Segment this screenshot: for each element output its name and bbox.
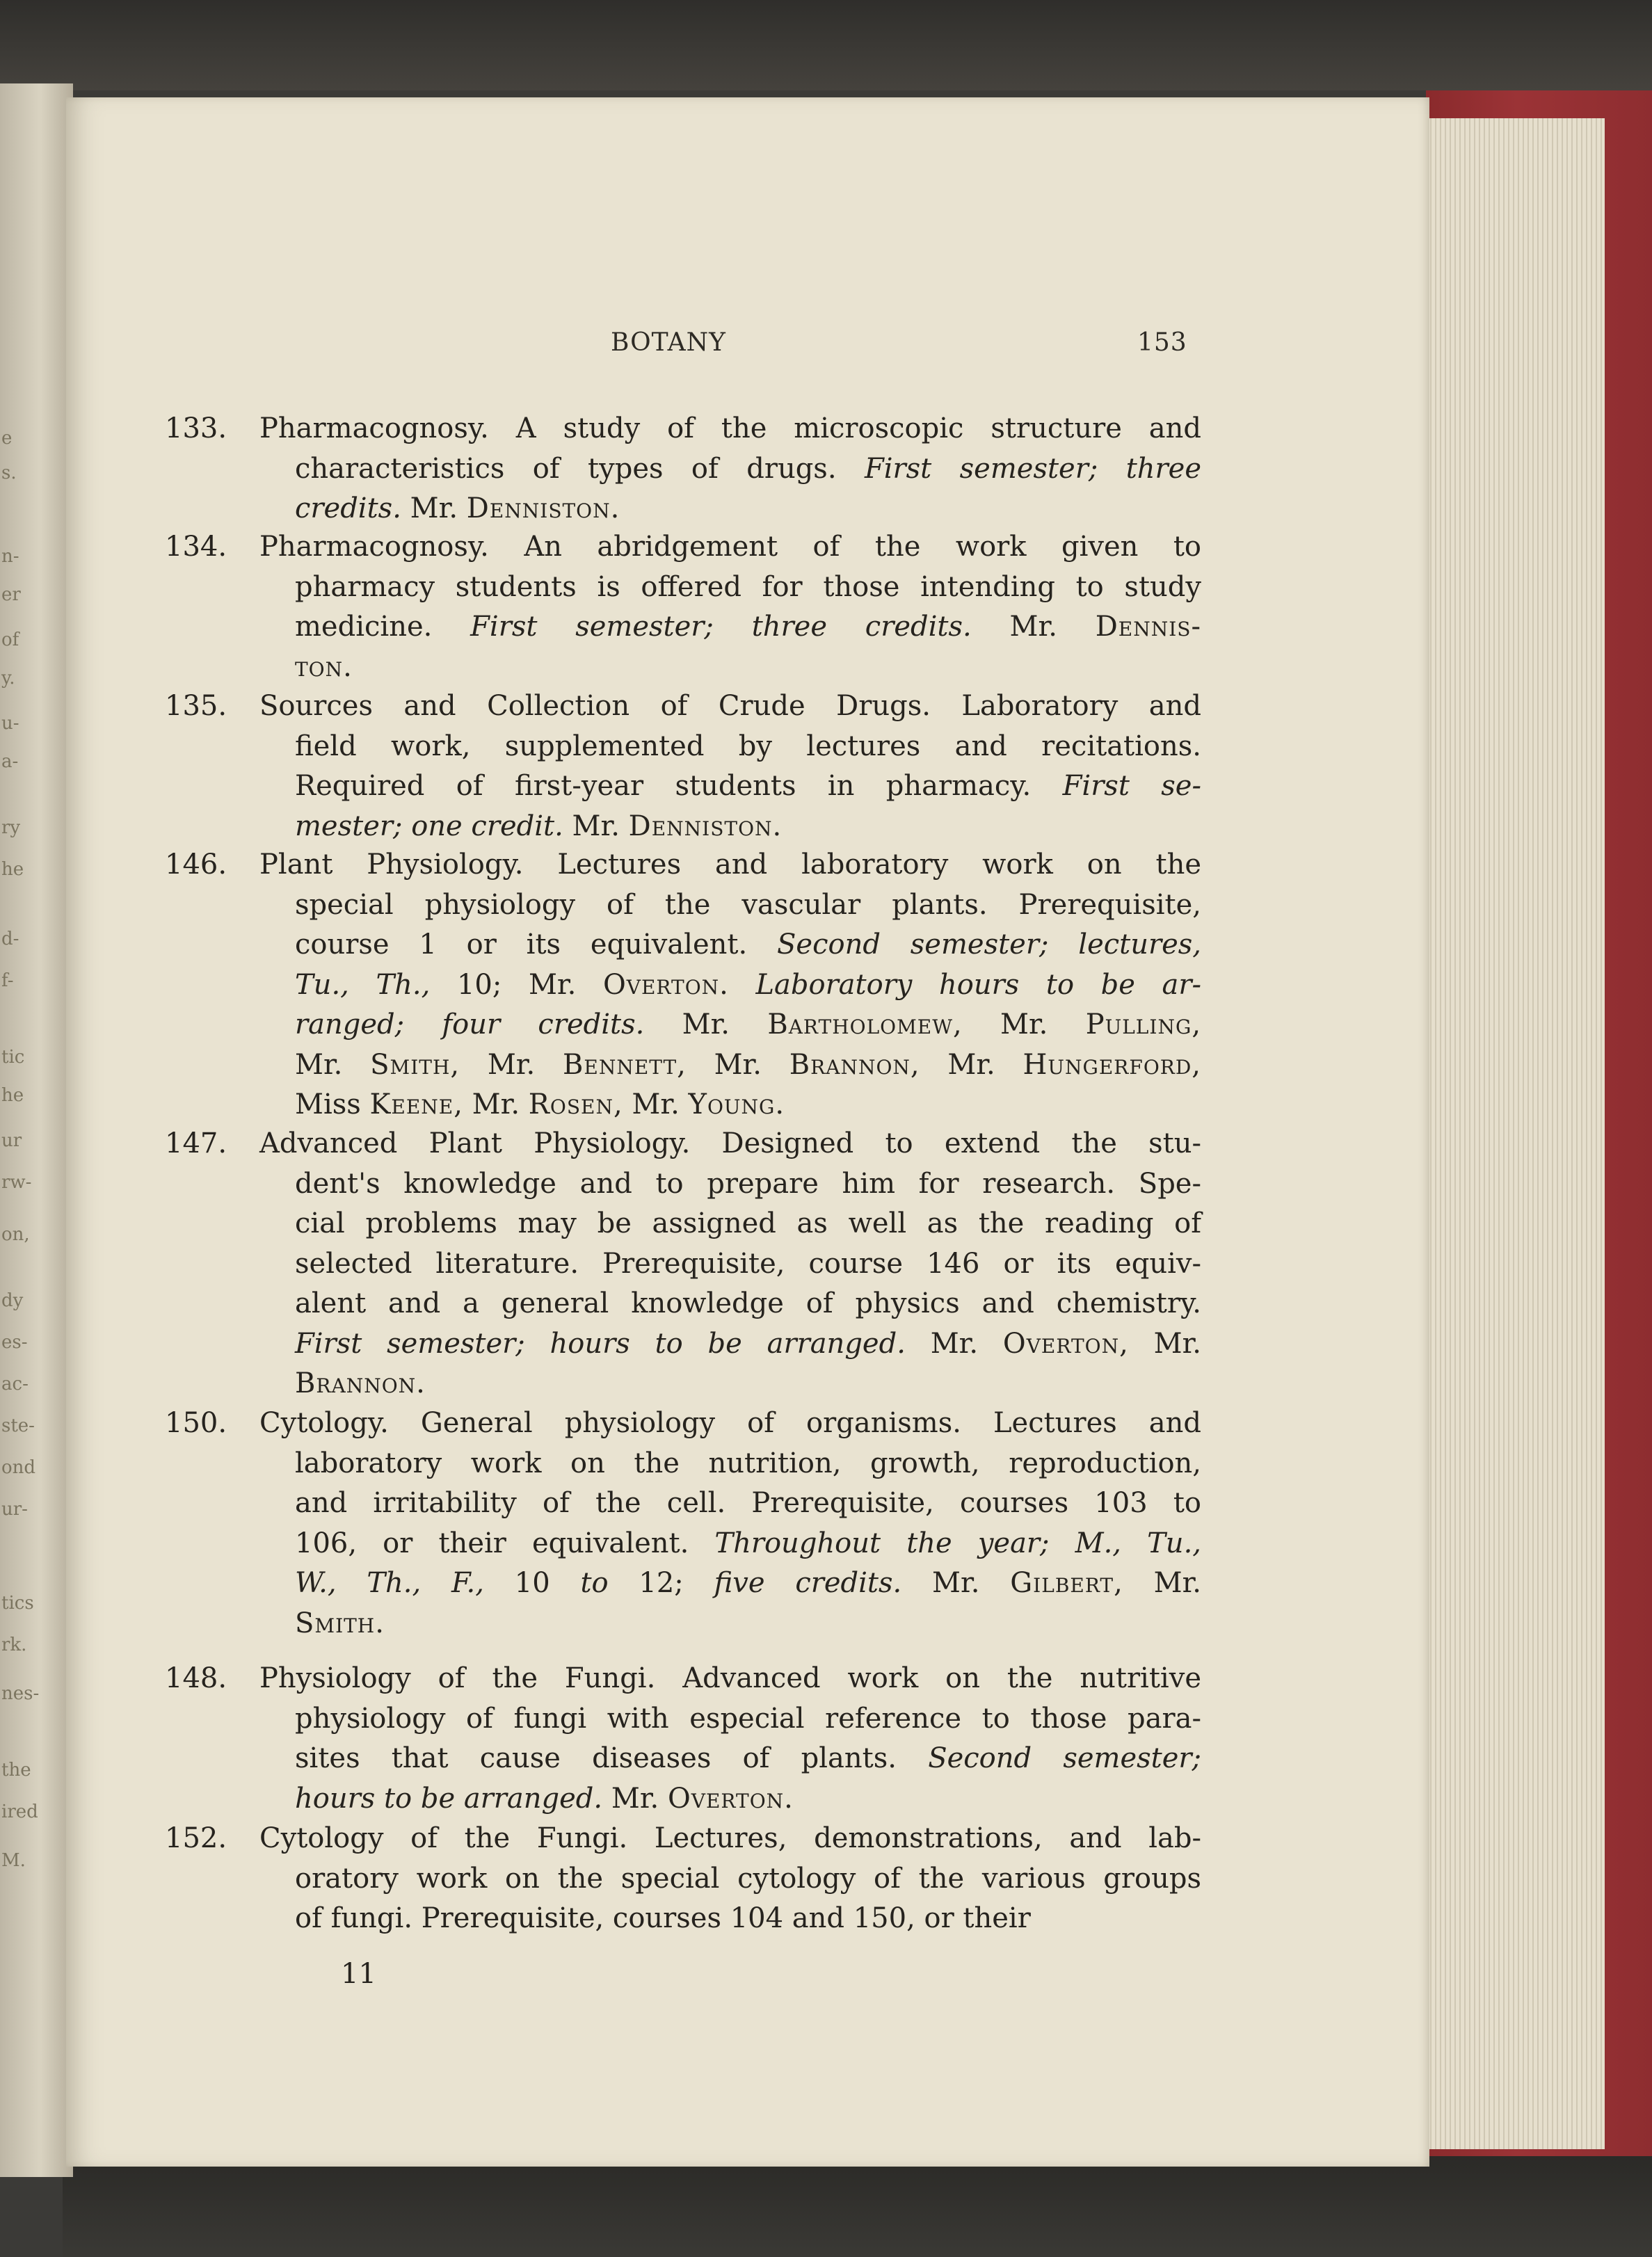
left-page-fragment: rw- xyxy=(1,1172,32,1193)
left-page-fragment: the xyxy=(1,1760,31,1781)
left-page-fragment: dy xyxy=(1,1290,24,1311)
left-page-fragment: ond xyxy=(1,1457,36,1478)
entry-line: cial problems may be assigned as well as the reading of xyxy=(295,1207,1201,1239)
left-page-fragment: ste- xyxy=(1,1415,35,1436)
backdrop-bottom xyxy=(63,2156,1652,2257)
entry-line: Plant Physiology. Lectures and laboratory work on the xyxy=(259,849,1201,881)
entry-line: characteristics of types of drugs. First semester; three xyxy=(295,452,1202,485)
entry-line: Tu., Th., 10; Mr. Overton. Laboratory hours to be ar- xyxy=(295,968,1202,1001)
entry-line: course 1 or its equivalent. Second semester; lectures, xyxy=(295,929,1202,961)
left-page-fragment: y. xyxy=(1,668,15,689)
entry-line: Cytology. General physiology of organisms. Lectures and xyxy=(259,1407,1201,1439)
course-number: 134. xyxy=(165,531,227,563)
entry-line: First semester; hours to be arranged. Mr. Overton, Mr. xyxy=(295,1327,1202,1360)
course-number: 147. xyxy=(165,1127,227,1159)
course-number: 135. xyxy=(165,690,227,722)
left-page-fragment: d- xyxy=(1,929,19,949)
entry-line: Smith. xyxy=(295,1607,385,1639)
entry-line: Advanced Plant Physiology. Designed to extend the stu- xyxy=(259,1127,1201,1159)
left-page-fragment: rk. xyxy=(1,1634,27,1655)
entry-line: alent and a general knowledge of physics and chemistry. xyxy=(295,1287,1201,1319)
entry-line: special physiology of the vascular plants. Prerequisite, xyxy=(295,888,1201,921)
entry-line: Mr. Smith, Mr. Bennett, Mr. Brannon, Mr. Hungerford, xyxy=(295,1048,1202,1081)
left-page-fragment: M. xyxy=(1,1850,26,1871)
page-edges xyxy=(1416,118,1605,2149)
signature-mark: 11 xyxy=(341,1958,376,1990)
left-page-fragment: nes- xyxy=(1,1683,40,1704)
course-number: 146. xyxy=(165,849,227,881)
entry-line: ranged; four credits. Mr. Bartholomew, Mr. Pulling, xyxy=(295,1009,1202,1041)
running-header-title: BOTANY xyxy=(611,328,726,357)
left-page-fragment: s. xyxy=(1,463,17,483)
entry-line: mester; one credit. Mr. Denniston. xyxy=(295,810,783,842)
entry-line: physiology of fungi with especial reference to those para- xyxy=(295,1702,1201,1735)
left-page-fragment: e xyxy=(1,428,13,449)
entry-line: Pharmacognosy. A study of the microscopic structure and xyxy=(259,412,1201,444)
left-page-fragment: ry xyxy=(1,817,21,838)
entry-line: W., Th., F., 10 to 12; five credits. Mr. Gilbert, Mr. xyxy=(295,1567,1202,1599)
entry-line: Physiology of the Fungi. Advanced work on the nutritive xyxy=(259,1662,1201,1694)
entry-line: selected literature. Prerequisite, course 146 or its equiv- xyxy=(295,1247,1201,1280)
course-number: 133. xyxy=(165,412,227,444)
left-page-fragment: f- xyxy=(1,970,14,991)
left-page-fragment: tic xyxy=(1,1047,25,1068)
entry-line: Pharmacognosy. An abridgement of the work given to xyxy=(259,531,1201,563)
entry-line: Miss Keene, Mr. Rosen, Mr. Young. xyxy=(295,1089,785,1121)
entry-line: dent's knowledge and to prepare him for research. Spe- xyxy=(295,1167,1201,1200)
left-page-fragment: u- xyxy=(1,713,19,734)
course-entry xyxy=(165,845,1201,1125)
course-number: 152. xyxy=(165,1822,227,1854)
course-number: 150. xyxy=(165,1407,227,1439)
entry-line: and irritability of the cell. Prerequisite, courses 103 to xyxy=(295,1487,1201,1519)
page-number: 153 xyxy=(1137,328,1187,357)
course-entry xyxy=(165,527,1201,687)
entry-line: Required of first-year students in pharmacy. First se- xyxy=(295,770,1201,802)
left-page-fragment: he xyxy=(1,1085,24,1106)
entry-line: field work, supplemented by lectures and recitations. xyxy=(295,730,1201,762)
entry-line: 106, or their equivalent. Throughout the year; M., Tu., xyxy=(295,1527,1201,1559)
entry-line: of fungi. Prerequisite, courses 104 and 150, or their xyxy=(295,1902,1031,1934)
entry-line: sites that cause diseases of plants. Second semester; xyxy=(295,1742,1202,1774)
entry-line: Cytology of the Fungi. Lectures, demonstrations, and lab- xyxy=(259,1822,1201,1854)
entry-line: Brannon. xyxy=(295,1367,426,1399)
left-page-fragment: er xyxy=(1,584,21,605)
entry-line: ton. xyxy=(295,650,353,683)
entry-line: hours to be arranged. Mr. Overton. xyxy=(295,1782,794,1815)
entry-line: credits. Mr. Denniston. xyxy=(295,492,620,524)
entry-line: Sources and Collection of Crude Drugs. Laboratory and xyxy=(259,690,1201,722)
entry-line: laboratory work on the nutrition, growth, reproduction, xyxy=(295,1447,1201,1479)
left-page-fragment: n- xyxy=(1,546,19,567)
entry-line: oratory work on the special cytology of the various groups xyxy=(295,1862,1201,1895)
left-page-fragment: a- xyxy=(1,751,19,772)
course-entry xyxy=(165,1819,1201,1939)
course-entry xyxy=(165,1124,1201,1404)
left-page-fragment: of xyxy=(1,629,19,650)
left-page-fragment: ur- xyxy=(1,1499,28,1520)
course-entry xyxy=(165,409,1201,529)
left-page-fragment: es- xyxy=(1,1332,28,1353)
entry-line: medicine. First semester; three credits. Mr. Dennis- xyxy=(295,611,1202,643)
left-page-fragment: he xyxy=(1,859,24,880)
left-page-fragment: tics xyxy=(1,1593,34,1614)
entry-line: pharmacy students is offered for those intending to study xyxy=(295,570,1201,603)
course-entry xyxy=(165,1404,1201,1644)
course-entry xyxy=(165,686,1201,846)
backdrop xyxy=(0,0,1652,90)
course-entry xyxy=(165,1659,1201,1819)
left-page-fragment: on, xyxy=(1,1224,30,1245)
course-number: 148. xyxy=(165,1662,227,1694)
left-page-fragment: ur xyxy=(1,1130,22,1151)
left-page-fragment: ac- xyxy=(1,1374,29,1395)
left-page-fragment: ired xyxy=(1,1801,38,1822)
